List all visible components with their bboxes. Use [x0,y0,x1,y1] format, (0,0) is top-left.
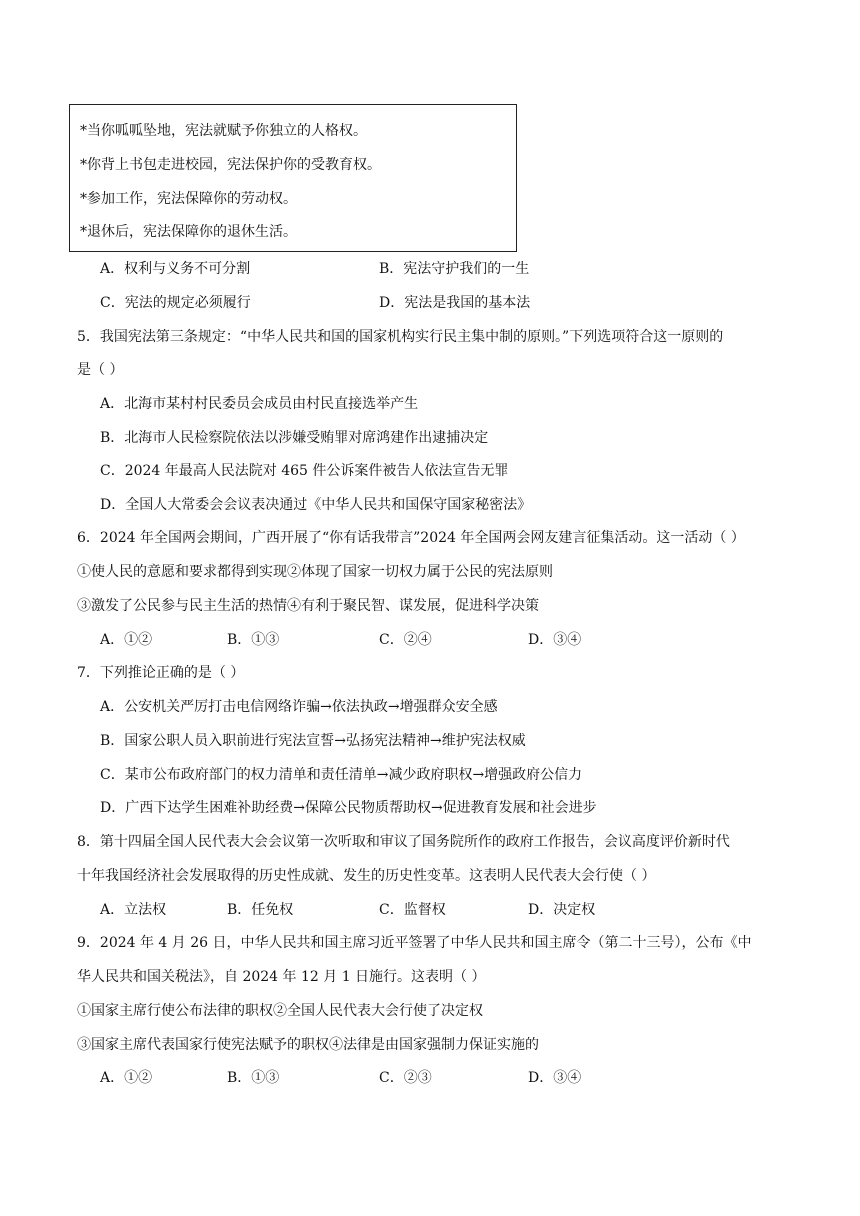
q8-option-d: D．决定权 [528,902,596,918]
q9-stem-cont: 华人民共和国关税法》，自 2024 年 12 月 1 日施行。这表明（ ） [77,969,486,985]
q9-option-d: D．③④ [528,1070,582,1086]
q6-statements-1: ①使人民的意愿和要求都得到实现②体现了国家一切权力属于公民的宪法原则 [77,564,553,580]
q5-option-a: A．北海市某村村民委员会成员由村民直接选举产生 [100,396,419,412]
q6-option-b: B．①③ [227,632,280,648]
q4-option-a: A．权利与义务不可分割 [100,261,251,277]
q6-option-d: D．③④ [528,632,582,648]
q4-option-d: D．宪法是我国的基本法 [379,295,531,311]
q8-stem-cont: 十年我国经济社会发展取得的历史性成就、发生的历史性变革。这表明人民代表大会行使（ ） [77,868,656,884]
q8-option-a: A．立法权 [100,902,167,918]
q7-option-a: A．公安机关严厉打击电信网络诈骗→依法执政→增强群众安全感 [100,699,498,715]
q6-stem: 6．2024 年全国两会期间，广西开展了“你有话我带言”2024 年全国两会网友建言征集活动。这一活动（ ） [77,530,745,546]
quote-box [69,104,517,252]
q7-stem: 7．下列推论正确的是（ ） [77,665,245,681]
q7-option-d: D．广西下达学生困难补助经费→保障公民物质帮助权→促进教育发展和社会进步 [100,800,597,816]
quote-line: *退休后，宪法保障你的退休生活。 [80,224,297,240]
q9-option-b: B．①③ [227,1070,280,1086]
q7-option-b: B．国家公职人员入职前进行宪法宣誓→弘扬宪法精神→维护宪法权威 [100,733,526,749]
q5-stem-cont: 是（ ） [77,362,124,378]
q9-statements-1: ①国家主席行使公布法律的职权②全国人民代表大会行使了决定权 [77,1003,483,1019]
quote-line: *你背上书包走进校园，宪法保护你的受教育权。 [80,157,381,173]
q9-statements-2: ③国家主席代表国家行使宪法赋予的职权④法律是由国家强制力保证实施的 [77,1037,539,1053]
q6-statements-2: ③激发了公民参与民主生活的热情④有利于聚民智、谋发展，促进科学决策 [77,598,539,614]
q6-option-a: A．①② [100,632,153,648]
q8-option-b: B．任免权 [227,902,294,918]
q9-stem: 9．2024 年 4 月 26 日，中华人民共和国主席习近平签署了中华人民共和国主席令（第二十三号），公布《中 [77,935,752,951]
q4-option-c: C．宪法的规定必须履行 [100,295,251,311]
q9-option-c: C．②③ [379,1070,432,1086]
q8-stem: 8．第十四届全国人民代表大会会议第一次听取和审议了国务院所作的政府工作报告，会议高度评价新时代 [77,834,730,850]
q9-option-a: A．①② [100,1070,153,1086]
q8-option-c: C．监督权 [379,902,446,918]
q6-option-c: C．②④ [379,632,432,648]
q5-option-c: C．2024 年最高人民法院对 465 件公诉案件被告人依法宣告无罪 [100,463,509,479]
q5-option-b: B．北海市人民检察院依法以涉嫌受贿罪对席鸿建作出逮捕决定 [100,430,489,446]
quote-line: *参加工作，宪法保障你的劳动权。 [80,191,297,207]
q4-option-b: B．宪法守护我们的一生 [379,261,530,277]
q5-stem: 5．我国宪法第三条规定：“中华人民共和国的国家机构实行民主集中制的原则。”下列选项符合这一原则的 [77,329,724,345]
quote-line: *当你呱呱坠地，宪法就赋予你独立的人格权。 [80,123,367,139]
q7-option-c: C．某市公布政府部门的权力清单和责任清单→减少政府职权→增强政府公信力 [100,767,583,783]
q5-option-d: D．全国人大常委会会议表决通过《中华人民共和国保守国家秘密法》 [100,497,532,513]
